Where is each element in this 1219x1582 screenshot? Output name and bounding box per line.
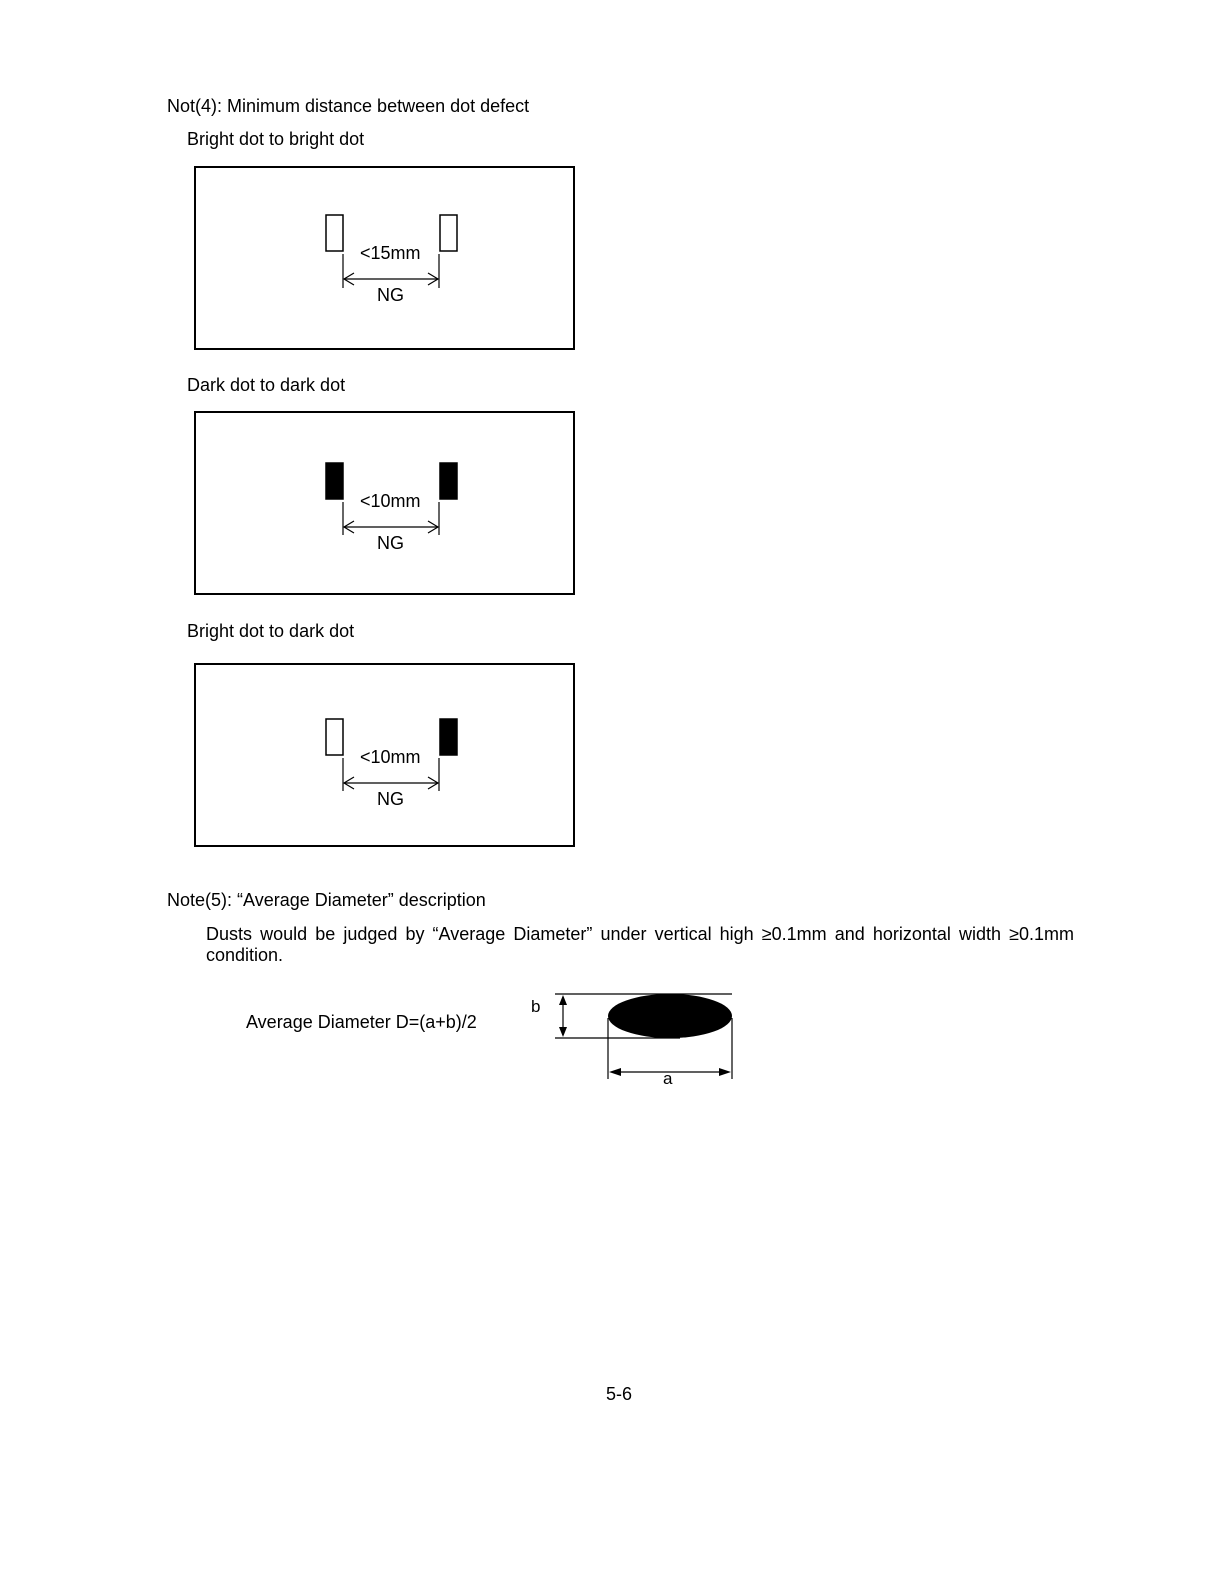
verdict-label: NG xyxy=(377,789,404,809)
diagram-caption-dark-dark: Dark dot to dark dot xyxy=(187,375,346,395)
diagram-bright-bright xyxy=(194,166,575,350)
distance-label: <10mm xyxy=(360,747,421,767)
dust-ellipse xyxy=(608,994,732,1038)
verdict-label: NG xyxy=(377,533,404,553)
dark-dot-left xyxy=(326,463,343,499)
average-diameter-formula: Average Diameter D=(a+b)/2 xyxy=(246,1012,477,1032)
distance-label: <10mm xyxy=(360,491,421,511)
note5-body: Dusts would be judged by “Average Diameter” under vertical high ≥0.1mm and horizontal width ≥0.1mm condition. xyxy=(206,924,1074,965)
bright-dot-left xyxy=(326,719,343,755)
verdict-label: NG xyxy=(377,285,404,305)
dust-ellipse-diagram xyxy=(520,985,750,1090)
diagram-dark-dark xyxy=(194,411,575,595)
dark-dot-right xyxy=(440,719,457,755)
diagram-bright-dark xyxy=(194,663,575,847)
dark-dot-right xyxy=(440,463,457,499)
note4-heading: Not(4): Minimum distance between dot defect xyxy=(167,96,530,116)
bright-dot-left xyxy=(326,215,343,251)
diagram-caption-bright-dark: Bright dot to dark dot xyxy=(187,621,355,641)
diagram-caption-bright-bright: Bright dot to bright dot xyxy=(187,129,365,149)
note5-heading: Note(5): “Average Diameter” description xyxy=(167,890,486,910)
label-b: b xyxy=(531,997,541,1016)
distance-label: <15mm xyxy=(360,243,421,263)
bright-dot-right xyxy=(440,215,457,251)
page-number: 5-6 xyxy=(606,1384,633,1404)
label-a: a xyxy=(663,1069,673,1088)
